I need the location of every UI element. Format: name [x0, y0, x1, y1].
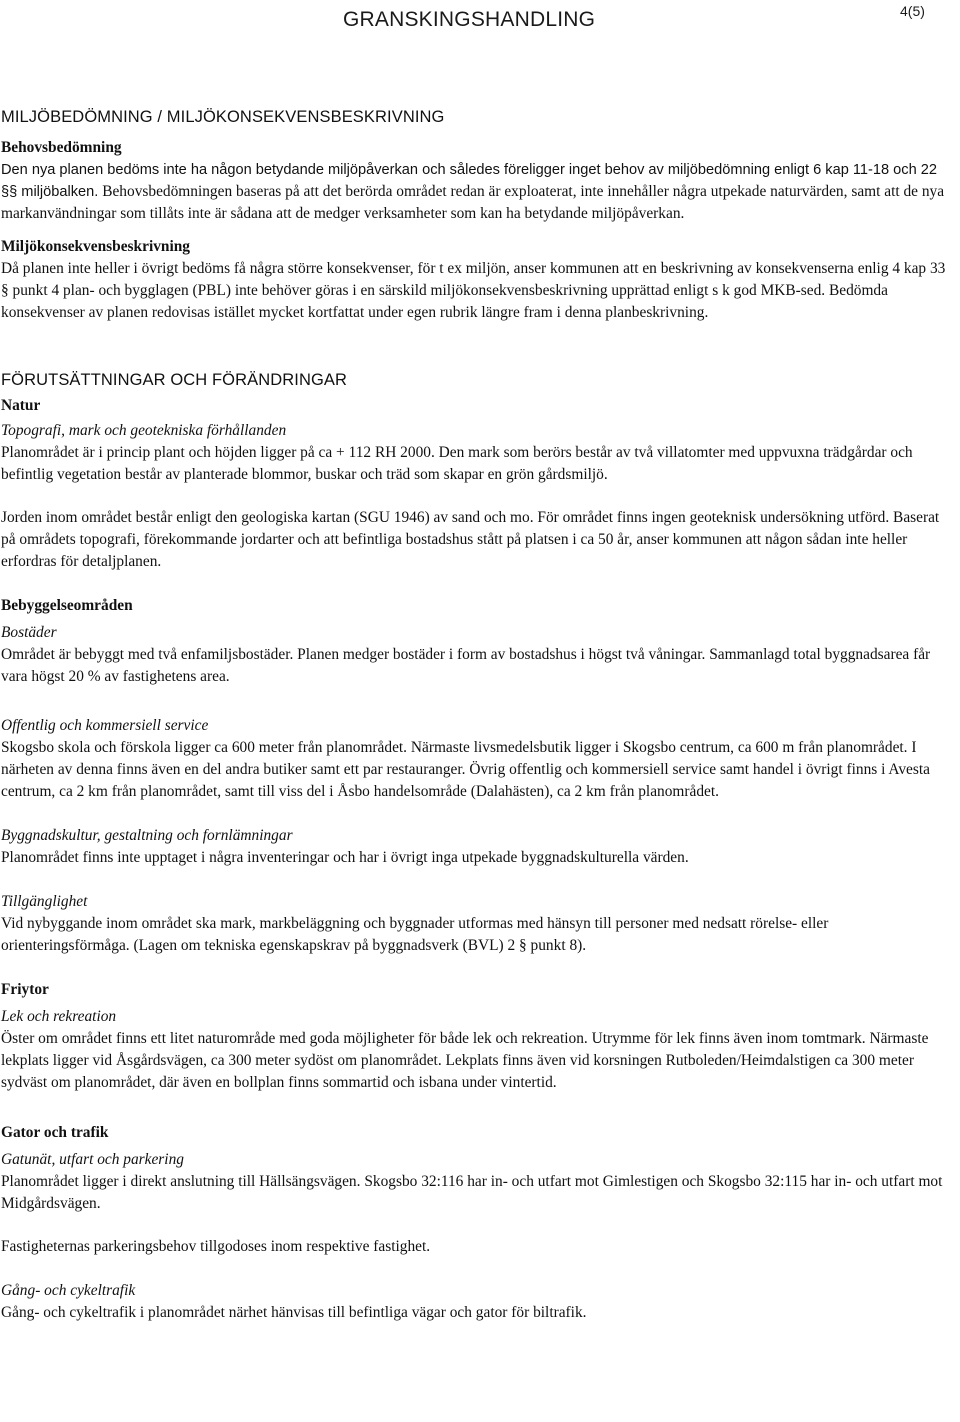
- document-body: [1, 106, 951, 1324]
- paragraph-topografi: Planområdet är i princip plant och höjden ligger på ca + 112 RH 2000. Den mark som berörs består av två villatomter med uppvuxna trädgårdar och befintlig vegetation består av planterade blommor, buskar och träd som skapar en grön gårdsmiljö.: [1, 444, 913, 483]
- subheading-natur: Natur: [1, 397, 41, 414]
- subheading-byggnadskultur: Byggnadskultur, gestaltning och fornlämningar: [1, 827, 293, 844]
- paragraph-service: Skogsbo skola och förskola ligger ca 600 meter från planområdet. Närmaste livsmedelsbutik ligger i Skogsbo centrum, ca 600 m från planområdet. I närheten av denna finns även en del andra butiker samt ett par restauranger. Övrig offentlig och kommersiell service samt handel i övrigt finns i Avesta centrum, ca 2 km från planområdet, samt till viss del i Åsbo handelsområde (Dalahästen), ca 2 km från planområdet.: [1, 739, 930, 800]
- paragraph-lek-och-rekreation: Öster om området finns ett litet naturområde med goda möjligheter för både lek och rekreation. Utrymme för lek finns även inom tomtmark. Närmaste lekplats ligger vid Åsgårdsvägen, ca 300 meter sydöst om planområdet. Lekplats finns även vid korsningen Rutboleden/Heimdalstigen ca 300 meter sydväst om planområdet, där även en bollplan finns sommartid och isbana under vintertid.: [1, 1030, 929, 1091]
- subheading-topografi: Topografi, mark och geotekniska förhållanden: [1, 422, 287, 439]
- section-heading-forutsattningar: FÖRUTSÄTTNINGAR OCH FÖRÄNDRINGAR: [1, 371, 348, 389]
- paragraph-jorden: Jorden inom området består enligt den geologiska kartan (SGU 1946) av sand och mo. För området finns ingen geoteknisk undersökning utförd. Baserat på områdets topografi, förekommande jordarter och att befintliga bostadshus stått på platsen i ca 50 år, anser kommunen att någon sådan inte heller erfordras för detaljplanen.: [1, 509, 940, 570]
- paragraph-bostader: Området är bebyggt med två enfamiljsbostäder. Planen medger bostäder i form av bostadshus i högst två våningar. Sammanlagd total byggnadsarea får vara högst 20 % av fastighetens area.: [1, 646, 931, 685]
- subheading-miljokonsekvensbeskrivning: Miljökonsekvensbeskrivning: [1, 238, 191, 255]
- paragraph-tillganglighet: Vid nybyggande inom området ska mark, markbeläggning och byggnader utformas med hänsyn till personer med nedsatt rörelse- eller orienteringsförmåga. (Lagen om tekniska egenskapskrav på byggnadsverk (BVL) 2 § punkt 8).: [1, 915, 829, 954]
- subheading-behovsbedomning: Behovsbedömning: [1, 139, 122, 156]
- subheading-lek-och-rekreation: Lek och rekreation: [1, 1008, 117, 1025]
- paragraph-gatunat: Planområdet ligger i direkt anslutning till Hällsängsvägen. Skogsbo 32:116 har in- och utfart mot Gimlestigen och Skogsbo 32:115 har in- och utfart mot Midgårdsvägen.: [1, 1173, 943, 1212]
- section-heading-miljobedomning: MILJÖBEDÖMNING / MILJÖKONSEKVENSBESKRIVNING: [1, 108, 445, 126]
- subheading-gatunat: Gatunät, utfart och parkering: [1, 1151, 184, 1168]
- subheading-gang-och-cykeltrafik: Gång- och cykeltrafik: [1, 1282, 136, 1299]
- page-header: [0, 0, 960, 50]
- paragraph-byggnadskultur: Planområdet finns inte upptaget i några inventeringar och har i övrigt inga utpekade byggnadskulturella värden.: [1, 849, 689, 866]
- subheading-bostader: Bostäder: [1, 624, 57, 641]
- subheading-tillganglighet: Tillgänglighet: [1, 893, 88, 910]
- subheading-friytor: Friytor: [1, 981, 49, 998]
- paragraph-behovsbedomning-part-a: Den nya planen bedöms inte ha någon betydande miljöpåverkan och således föreligger inget behov av miljöbedömning enligt 6 kap 11-18 och 22 §§ miljöbalken.: [1, 162, 937, 200]
- subheading-bebyggelseomraden: Bebyggelseområden: [1, 597, 133, 614]
- paragraph-miljokonsekvensbeskrivning: Då planen inte heller i övrigt bedöms få några större konsekvenser, för t ex miljön, anser kommunen att en beskrivning av konsekvenserna enlig 4 kap 33 § punkt 4 plan- och bygglagen (PBL) inte behöver göras i en särskild miljökonsekvensbeskrivning upprättad enligt s k god MKB-sed. Bedömda konsekvenser av planen redovisas istället mycket kortfattat under egen rubrik längre fram i denna planbeskrivning.: [1, 260, 946, 321]
- paragraph-behovsbedomning: [1, 159, 951, 225]
- subheading-service: Offentlig och kommersiell service: [1, 717, 209, 734]
- paragraph-behovsbedomning-part-b: Behovsbedömningen baseras på att det berörda området redan är exploaterat, inte innehåller några utpekade naturvärden, samt att de nya markanvändningar som tillåts inte är sådana att de medger verksamheter som kan ha betydande miljöpåverkan.: [1, 183, 945, 222]
- document-status-title: GRANSKINGSHANDLING: [343, 8, 596, 31]
- paragraph-parkering: Fastigheternas parkeringsbehov tillgodoses inom respektive fastighet.: [1, 1238, 431, 1255]
- subheading-gator-och-trafik: Gator och trafik: [1, 1124, 109, 1141]
- paragraph-gang-och-cykeltrafik: Gång- och cykeltrafik i planområdet närhet hänvisas till befintliga vägar och gator för biltrafik.: [1, 1304, 587, 1321]
- page-number: 4(5): [900, 3, 925, 19]
